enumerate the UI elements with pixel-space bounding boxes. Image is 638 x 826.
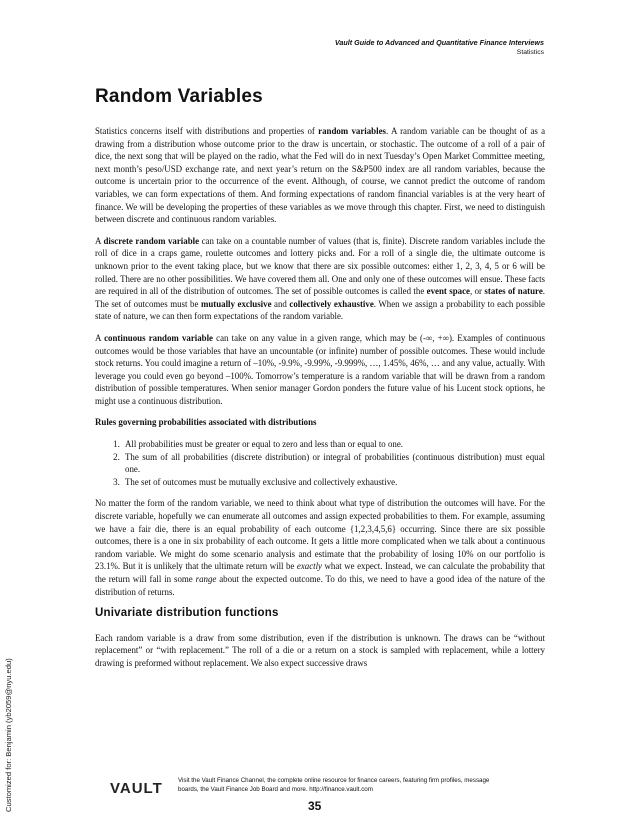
text-run: can take on any value in a given range, which may be (-∞, +∞). Examples of continuous outcomes would be those variables that have an uncountable (or infinite) number of possible outcomes. These would include stock returns. You could imagine a return of –10%, -9.9%, -9.99%, -9.999%, …, 1.45%, 46%, … and any value, actually. With leverage you could even go beyond –100%. Tomorrow’s temperature is a random variable that will be drawn from a random distribution of possible temperatures. When senior manager Gordon ponders the future value of his Lucent stock options, he might use a continuous distribution. <box>95 332 545 406</box>
text-run: A <box>95 235 104 246</box>
term-mutually-exclusive: mutually exclusive <box>200 298 272 309</box>
paragraph-univariate: Each random variable is a draw from some distribution, even if the distribution is unknown. The draws can be “without replacement” or “with replacement.” The roll of a die or a return on a stock is sampled with replacement, while a lottery drawing is preformed without replacement. We also expect successive draws <box>95 632 545 668</box>
term-event-space: event space <box>426 286 470 297</box>
text-run: and <box>271 298 290 309</box>
text-run: can take on a countable number of values (that is, finite). Discrete random variables include the roll of dice in a craps game, roulette outcomes and lottery picks and. For a roll of a single die, the ultimate outcome is unknown prior to the event taking place, but we know that there are six possible outcomes: either 1, 2, 3, 4, 5 or 6 will be rolled. There are no other possibilities. We have covered them all. One and only one of these outcomes will ensue. These facts are required in all of the distribution of outcomes. The set of possible outcomes is called the <box>95 235 545 297</box>
rules-heading: Rules governing probabilities associated with distributions <box>95 417 317 428</box>
rule-item: 1. All probabilities must be greater or equal to zero and less than or equal to one. <box>122 438 545 451</box>
paragraph-discrete <box>95 235 545 323</box>
term-continuous-random-variable: continuous random variable <box>104 332 213 343</box>
customized-for-sidebar: Customized for: Benjamin (yb2059@nyu.edu) <box>4 658 13 812</box>
paragraph-intro <box>95 125 545 226</box>
page-title: Random Variables <box>95 86 263 107</box>
text-run: Statistics concerns itself with distributions and properties of <box>95 126 319 136</box>
paragraph-distribution-form <box>95 497 545 598</box>
rules-list <box>95 438 545 488</box>
page-number: 35 <box>308 799 322 813</box>
emphasis-range: range <box>195 574 217 584</box>
term-discrete-random-variable: discrete random variable <box>103 235 200 246</box>
text-run: . When we assign a probability to each possible state of nature, we can then form expectations of the random variable. <box>95 298 545 322</box>
text-run: what we expect. Instead, we can calculate the probability that the return will fall in some <box>95 561 545 584</box>
rule-item: 3. The set of outcomes must be mutually exclusive and collectively exhaustive. <box>122 476 545 489</box>
header-chapter: Statistics <box>516 49 544 56</box>
text-run: . The set of outcomes must be <box>95 286 545 309</box>
paragraph-continuous <box>95 332 545 408</box>
text-run: , or <box>469 286 485 297</box>
text-run: A <box>95 332 105 343</box>
text-run: No matter the form of the random variable, we need to think about what type of distribution the outcomes will have. For the discrete variable, hopefully we can enumerate all outcomes and assign expected probabilities to them. For example, assuming we have a fair die, there is an equal probability of each outcome {1,2,3,4,5,6} occurring. Since there are six possible outcomes, there is a one in six probability of each outcome. It gets a little more complicated when we talk about a continuous random variable. We might do some scenario analysis and estimate that the probability of losing 10% on our portfolio is 23.1%. But it is unlikely that the ultimate return will be <box>95 498 545 572</box>
rule-item: 2. The sum of all probabilities (discrete distribution) or integral of probabilities (continuous distribution) must equal one. <box>122 451 545 476</box>
emphasis-exactly: exactly <box>296 561 323 572</box>
text-run: about the expected outcome. To do this, we need to have a good idea of the nature of the distribution of returns. <box>95 574 545 597</box>
footer-promo: Visit the Vault Finance Channel, the complete online resource for finance careers, featuring firm profiles, message boards, the Vault Finance Job Board and more. http://finance.vault.com <box>178 777 490 793</box>
text-run: . A random variable can be thought of as a drawing from a distribution whose outcome prior to the draw is uncertain, or stochastic. The outcome of a roll of a pair of dice, the next song that will be played on the radio, what the Fed will do in next Tuesday’s Open Market Committee meeting, next month’s peso/USD exchange rate, and next year’s return on the S&P500 index are all random variables, because the outcome is uncertain prior to the occurrence of the event. Although, of course, we cannot predict the outcome of random variables, we can form expectations of them. And forming expectations of random financial variables is at the very heart of finance. We will be developing the properties of these variables as we move through this chapter. First, we need to distinguish between discrete and continuous random variables. <box>95 126 546 225</box>
term-collectively-exhaustive: collectively exhaustive <box>289 298 374 309</box>
section-heading: Univariate distribution functions <box>95 607 279 620</box>
running-header <box>335 38 544 57</box>
term-random-variables: random variables <box>318 126 386 136</box>
term-states-of-nature: states of nature <box>484 286 543 297</box>
header-book-title: Vault Guide to Advanced and Quantitative Finance Interviews <box>334 38 544 47</box>
body-text <box>95 125 545 679</box>
vault-logo: VAULT <box>110 780 163 797</box>
